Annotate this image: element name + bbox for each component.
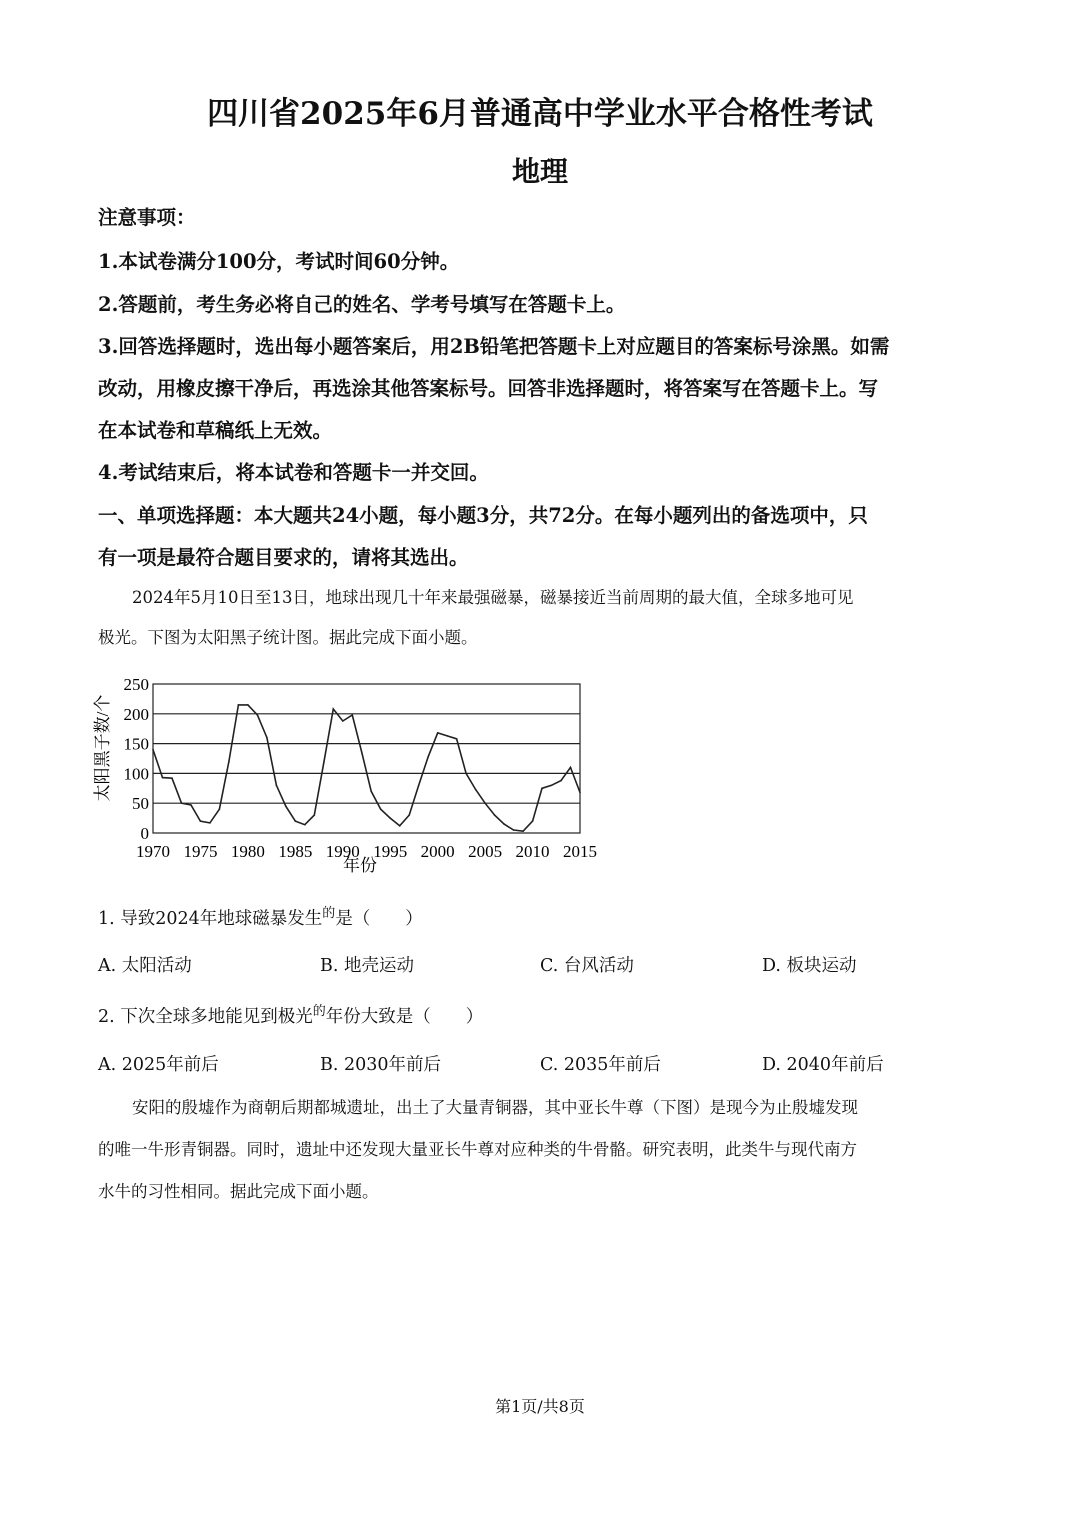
data-point-1996 — [399, 825, 401, 827]
data-point-2015 — [579, 792, 581, 794]
data-point-2011 — [541, 788, 543, 790]
data-point-2014 — [570, 767, 572, 769]
material-2-line-1: 安阳的殷墟作为商朝后期都城遗址，出土了大量青铜器，其中亚长牛尊（下图）是现今为止殷墟发现 — [132, 1098, 858, 1117]
notes-heading: 注意事项： — [98, 206, 196, 229]
material-2-line-2: 的唯一牛形青铜器。同时，遗址中还发现大量亚长牛尊对应种类的牛骨骼。研究表明，此类牛与现代南方 — [98, 1140, 857, 1159]
data-point-1991 — [351, 714, 353, 716]
material-2-line-3: 水牛的习性相同。据此完成下面小题。 — [98, 1182, 379, 1201]
y-tick-label: 50 — [132, 794, 149, 814]
q1-option-c[interactable]: C. 台风活动 — [540, 956, 634, 976]
q2-option-b[interactable]: B. 2030年前后 — [320, 1055, 442, 1075]
question-2-stem — [98, 1004, 484, 1027]
data-point-1982 — [266, 737, 268, 739]
note-item-3-line-3: 在本试卷和草稿纸上无效。 — [98, 419, 333, 442]
data-point-2013 — [560, 780, 562, 782]
data-point-1975 — [200, 820, 202, 822]
x-tick-label: 2015 — [563, 842, 597, 861]
sunspot-chart — [90, 672, 620, 880]
x-tick-label: 2010 — [515, 842, 550, 861]
data-point-1989 — [332, 708, 334, 710]
q1-stem-sup: 的 — [322, 906, 336, 921]
data-point-1976 — [209, 822, 211, 824]
data-point-1974 — [190, 804, 192, 806]
q2-option-a[interactable]: A. 2025年前后 — [98, 1055, 219, 1075]
data-point-1985 — [295, 820, 297, 822]
y-axis-label: 太阳黑子数/个 — [93, 694, 112, 802]
note-item-1: 1.本试卷满分100分，考试时间60分钟。 — [98, 250, 460, 273]
data-point-1971 — [162, 777, 164, 779]
material-1-line-2: 极光。下图为太阳黑子统计图。据此完成下面小题。 — [98, 628, 478, 647]
data-point-1987 — [314, 814, 316, 816]
x-tick-label: 1980 — [230, 842, 265, 861]
y-tick-label: 250 — [123, 675, 149, 694]
data-point-2007 — [503, 823, 505, 825]
subject-title: 地理 — [511, 155, 568, 188]
x-axis-label: 年份 — [343, 856, 377, 875]
q2-stem-before: 2. 下次全球多地能见到极光 — [98, 1007, 313, 1027]
data-point-1992 — [361, 752, 363, 754]
data-point-2010 — [532, 820, 534, 822]
data-point-2002 — [456, 738, 458, 740]
plot-frame — [153, 684, 580, 833]
x-tick-label: 1970 — [136, 842, 170, 861]
page-number: 第1页/共8页 — [495, 1397, 585, 1416]
data-point-1979 — [238, 704, 240, 706]
data-point-2003 — [465, 773, 467, 775]
data-point-1973 — [181, 802, 183, 804]
note-item-3-line-2: 改动，用橡皮擦干净后，再选涂其他答案标号。回答非选择题时，将答案写在答题卡上。写 — [98, 377, 879, 400]
y-tick-label: 100 — [123, 764, 149, 784]
q2-stem-sup: 的 — [312, 1004, 326, 1019]
q1-option-a[interactable]: A. 太阳活动 — [98, 956, 192, 976]
x-tick-label: 1975 — [183, 842, 218, 861]
data-point-1980 — [247, 704, 249, 706]
data-point-2001 — [446, 735, 448, 737]
q2-option-d[interactable]: D. 2040年前后 — [762, 1055, 884, 1075]
y-tick-labels — [124, 675, 150, 843]
section-heading-line-1: 一、单项选择题：本大题共24小题，每小题3分，共72分。在每小题列出的备选项中，只 — [98, 504, 868, 527]
data-point-2000 — [437, 732, 439, 734]
section-heading-line-2: 有一项是最符合题目要求的，请将其选出。 — [98, 546, 469, 569]
data-point-1998 — [418, 785, 420, 787]
x-tick-label: 1990 — [325, 842, 360, 861]
data-point-1986 — [304, 824, 306, 826]
data-point-1977 — [219, 808, 221, 810]
data-point-1981 — [257, 714, 259, 716]
data-point-1988 — [323, 762, 325, 764]
question-1-stem — [98, 906, 423, 929]
data-point-1978 — [228, 761, 230, 763]
q1-stem-after: 是（ ） — [335, 909, 423, 929]
data-point-1990 — [342, 720, 344, 722]
q2-stem-after: 年份大致是（ ） — [325, 1007, 484, 1027]
y-tick-label: 0 — [140, 824, 149, 843]
data-point-1994 — [380, 808, 382, 810]
data-point-1999 — [427, 756, 429, 758]
q1-stem-before: 1. 导致2024年地球磁暴发生 — [98, 909, 323, 929]
note-item-4: 4.考试结束后，将本试卷和答题卡一并交回。 — [98, 461, 489, 484]
q1-option-b[interactable]: B. 地壳运动 — [320, 956, 414, 976]
page-title: 四川省2025年6月普通高中学业水平合格性考试 — [207, 96, 873, 132]
q1-option-d[interactable]: D. 板块运动 — [762, 956, 857, 976]
series-line-sunspots — [153, 705, 580, 831]
data-point-1970 — [152, 749, 154, 751]
note-item-2: 2.答题前，考生务必将自己的姓名、学考号填写在答题卡上。 — [98, 293, 626, 316]
data-point-1997 — [408, 814, 410, 816]
data-point-1983 — [276, 785, 278, 787]
data-point-2004 — [475, 789, 477, 791]
data-point-2012 — [551, 785, 553, 787]
data-point-1972 — [171, 777, 173, 779]
material-1-line-1: 2024年5月10日至13日，地球出现几十年来最强磁暴，磁暴接近当前周期的最大值，全球多地可见 — [132, 588, 854, 607]
data-point-1993 — [370, 790, 372, 792]
data-point-2009 — [522, 830, 524, 832]
x-tick-label: 1985 — [278, 842, 313, 861]
data-point-2006 — [494, 814, 496, 816]
y-tick-label: 150 — [123, 734, 149, 754]
note-item-3-line-1: 3.回答选择题时，选出每小题答案后，用2B铅笔把答题卡上对应题目的答案标号涂黑。如需 — [98, 335, 890, 358]
x-tick-label: 2005 — [468, 842, 503, 861]
q2-option-c[interactable]: C. 2035年前后 — [540, 1055, 661, 1075]
x-tick-label: 2000 — [420, 842, 455, 861]
data-point-2008 — [513, 829, 515, 831]
x-tick-label: 1995 — [373, 842, 408, 861]
y-tick-label: 200 — [123, 704, 149, 724]
chart-gridlines — [153, 714, 580, 803]
data-point-1984 — [285, 805, 287, 807]
data-point-1995 — [389, 817, 391, 819]
data-point-2005 — [484, 802, 486, 804]
